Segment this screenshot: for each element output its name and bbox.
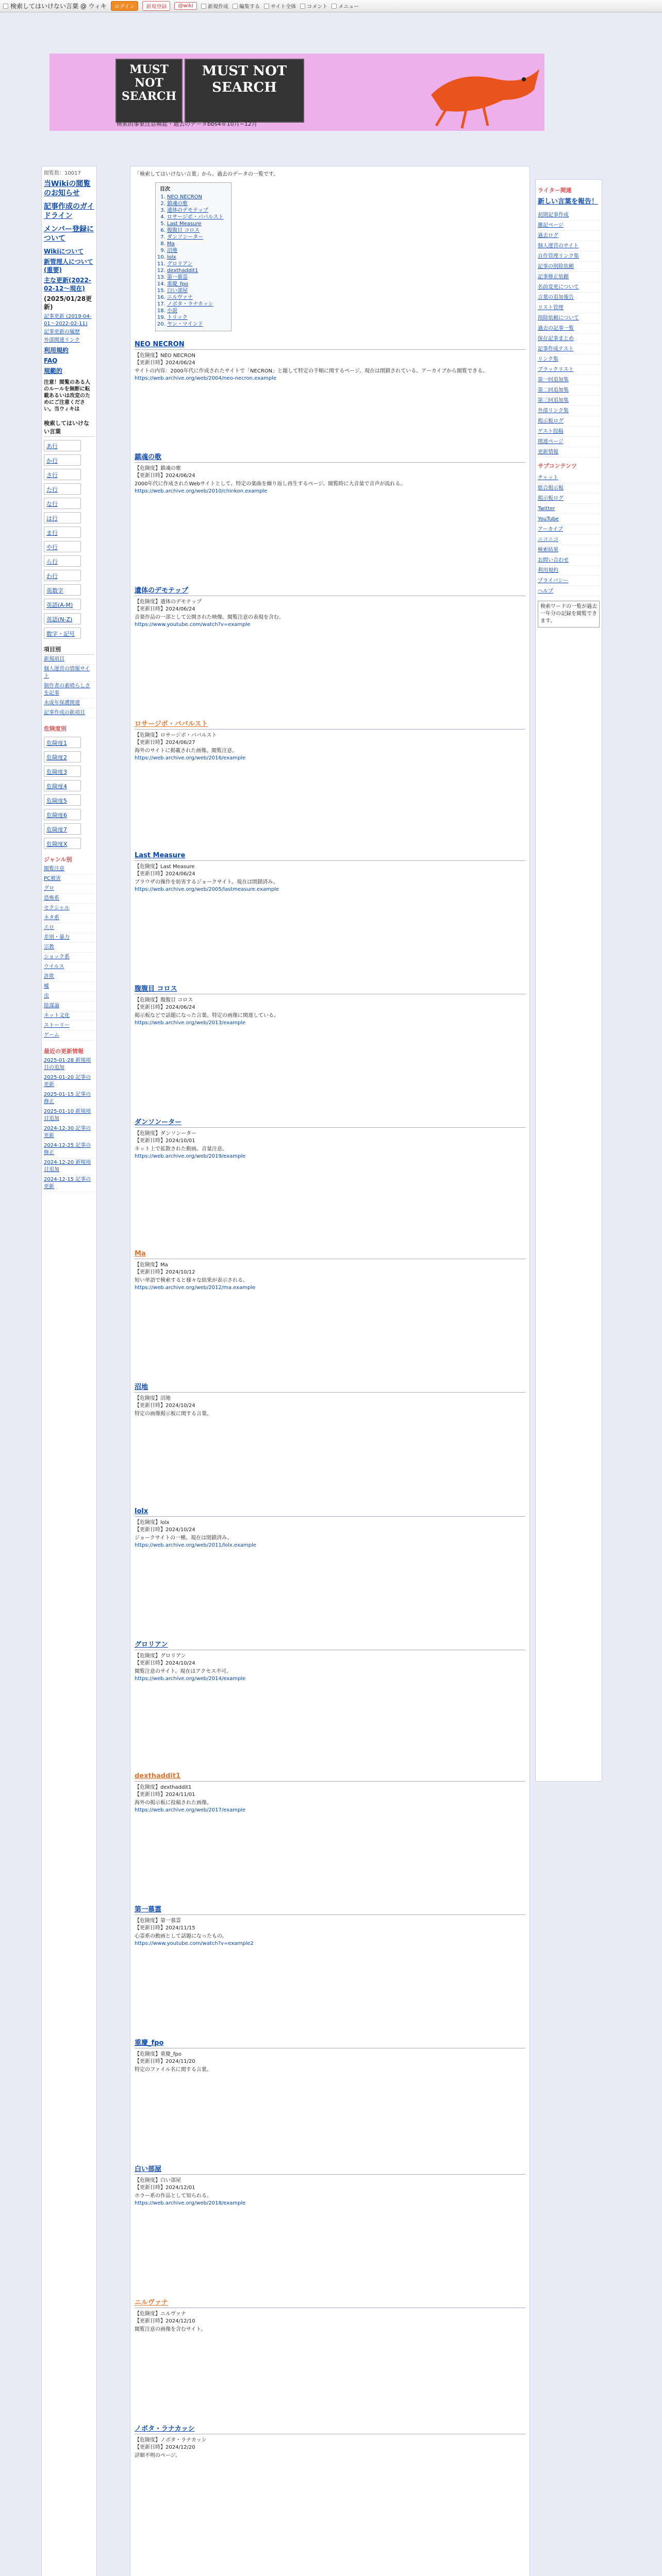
genre-item[interactable]: グロ <box>44 884 94 894</box>
toc-item[interactable]: 5. Last Measure <box>167 221 224 227</box>
danger-level-button[interactable]: 危険度3 <box>44 766 81 777</box>
entry-reference-link[interactable]: https://web.archive.org/web/2011/lolx.example <box>135 1543 257 1548</box>
entry-date: 【更新日時】2024/10/24 <box>135 1660 195 1666</box>
news-item[interactable]: 2025-01-10 新規項目追加 <box>44 1107 94 1124</box>
entry-reference-link[interactable]: https://www.youtube.com/watch?v=example2 <box>135 1941 254 1946</box>
site-item[interactable] <box>264 2 296 10</box>
genre-item[interactable]: ウイルス <box>44 962 94 972</box>
entry-spacer <box>135 2333 525 2416</box>
entry-reference-link[interactable]: https://web.archive.org/web/2019/example <box>135 1154 246 1159</box>
toc-list <box>167 194 224 328</box>
site-label: サイト全体 <box>270 4 296 10</box>
kana-button[interactable]: は行 <box>44 512 81 523</box>
kana-button[interactable]: か行 <box>44 454 81 466</box>
entry-spacer <box>135 1814 525 1896</box>
header <box>0 12 662 162</box>
kana-button[interactable]: わ行 <box>44 570 81 581</box>
entry-reference-link[interactable]: https://web.archive.org/web/2005/lastmeasure.example <box>135 887 279 892</box>
kana-button[interactable]: や行 <box>44 541 81 552</box>
entry-title[interactable]: dexthaddit1 <box>135 1772 525 1782</box>
category-item[interactable]: 個人運営の情報サイト <box>44 665 94 682</box>
writer-item[interactable]: ブラックリスト <box>538 365 600 375</box>
entry-danger: 【危険度】第一慕霊 <box>135 1918 181 1924</box>
news-item[interactable]: 2024-12-15 記事の更新 <box>44 1175 94 1192</box>
entry-title[interactable]: グロリアン <box>135 1639 525 1650</box>
right-sidebar <box>535 179 602 1782</box>
entry-date: 【更新日時】2024/06/24 <box>135 1005 195 1010</box>
danger-heading: 危険度別 <box>44 725 67 732</box>
comment-icon <box>300 4 305 9</box>
entry-danger: 【危険度】ダンソンーター <box>135 1131 197 1137</box>
entry-title[interactable]: 鎮魂の歌 <box>135 451 525 463</box>
toolbar <box>0 0 662 12</box>
words-heading: 検索してはいけない言葉 <box>44 418 94 437</box>
writer-item[interactable]: 雑記ページ <box>538 221 600 231</box>
entry-date: 【更新日時】2024/10/12 <box>135 1269 195 1275</box>
entry-date: 【更新日時】2024/11/15 <box>135 1925 195 1931</box>
category-item[interactable]: 記事作成の新項目 <box>44 708 94 718</box>
view-count: 閲覧数：10017 <box>44 171 81 176</box>
toc-item[interactable]: 8. Ma <box>167 241 224 247</box>
toc-item[interactable]: 6. 腹腹目 コロス <box>167 227 224 234</box>
genre-item[interactable]: セクシャル <box>44 904 94 913</box>
genre-item[interactable]: 閲覧注意 <box>44 865 94 874</box>
genre-item[interactable]: エロ <box>44 923 94 933</box>
new-page-label: 新規作成 <box>207 4 228 10</box>
entry-danger: 【危険度】Ma <box>135 1262 168 1268</box>
sub-item[interactable]: ニコニコ <box>538 535 600 545</box>
genre-item[interactable]: PC被害 <box>44 874 94 884</box>
news-item[interactable]: 2024-12-25 記事の修正 <box>44 1141 94 1158</box>
banner[interactable] <box>49 54 544 131</box>
entry-title[interactable]: 沼地 <box>135 1381 525 1393</box>
entry-danger: 【危険度】ニルヴァナ <box>135 2311 186 2317</box>
news-item[interactable]: 2025-01-15 記事の修正 <box>44 1090 94 1107</box>
writer-item[interactable]: リンク集 <box>538 354 600 365</box>
site-wide-icon <box>264 4 269 9</box>
entry-spacer <box>135 2074 525 2156</box>
writer-item[interactable]: 個人運営のサイト <box>538 241 600 251</box>
old-updates-link[interactable]: 記事更新 (2019-04-01〜2022-02-11) <box>44 314 92 327</box>
writer-item[interactable]: 掲示板ログ <box>538 416 600 427</box>
kana-button[interactable]: 英語(N-Z) <box>44 613 81 624</box>
danger-level-button[interactable]: 危険度X <box>44 838 81 849</box>
writer-item[interactable]: 初期記事作成 <box>538 210 600 221</box>
entry-body: 2000年代に作成されたWebサイトとして、特定の楽曲を繰り返し再生するページ。閲覧時に大音量で音声が流れる。 <box>135 481 406 487</box>
danger-level-button[interactable]: 危険度2 <box>44 751 81 762</box>
writer-item[interactable]: 記事の削除依頼 <box>538 262 600 272</box>
genre-item[interactable]: 詐欺 <box>44 972 94 982</box>
kana-button[interactable]: 英語(A-M) <box>44 599 81 610</box>
entry-spacer <box>135 382 525 444</box>
kana-button[interactable]: あ行 <box>44 440 81 451</box>
site-title[interactable] <box>3 2 107 10</box>
entry-date: 【更新日時】2024/11/20 <box>135 2059 195 2064</box>
entry <box>135 451 525 578</box>
entry-spacer <box>135 1160 525 1243</box>
entry-reference-link[interactable]: https://web.archive.org/web/2012/ma.example <box>135 1285 256 1291</box>
entry-title[interactable]: ダンソンーター <box>135 1116 525 1128</box>
toc-item[interactable]: 18. 小説 <box>167 308 224 314</box>
news-list <box>44 1056 94 1192</box>
entry-danger: 【危険度】腹腹目 コロス <box>135 997 193 1003</box>
news-heading: 最近の更新情報 <box>44 1048 84 1055</box>
entry-reference-link[interactable]: https://web.archive.org/web/2004/neo-necron.example <box>135 376 277 381</box>
writer-item[interactable]: 過去ログ <box>538 231 600 241</box>
entry-reference-link[interactable]: https://www.youtube.com/watch?v=example <box>135 622 251 628</box>
entry-title[interactable]: 遺体のデモテップ <box>135 585 525 596</box>
entry-reference-link[interactable]: https://web.archive.org/web/2010/chinkon.example <box>135 488 268 494</box>
entry-body: 短い単語で検索すると様々な結果が表示される。 <box>135 1278 248 1283</box>
news-item[interactable]: 2025-01-20 記事の更新 <box>44 1073 94 1090</box>
history-link[interactable]: 記事更新の履歴 <box>44 329 80 335</box>
writer-item[interactable]: 言葉の追加報告 <box>538 293 600 303</box>
member-link[interactable]: メンバー登録について <box>44 225 94 243</box>
info-box: 検索ワードの一覧が過去一年分の記録を閲覧できます。 <box>538 601 600 628</box>
breadcrumb: 「検索してはいけない言葉」から、過去のデータの一覧です。 <box>135 172 279 177</box>
entry-body: 海外の掲示板に投稿された画像。 <box>135 1800 212 1806</box>
writer-heading: ライター関連 <box>538 187 572 194</box>
entry-reference-link[interactable]: https://web.archive.org/web/2014/example <box>135 1676 246 1682</box>
writer-item[interactable]: 記事作成テスト <box>538 344 600 354</box>
genre-item[interactable]: 差別・暴力 <box>44 933 94 943</box>
entry <box>135 2297 525 2416</box>
toc-title: 目次 <box>160 187 170 192</box>
site-title-text: 検索してはいけない言葉 @ ウィキ <box>10 3 107 10</box>
guideline-link[interactable]: 記事作成のガイドライン <box>44 202 94 220</box>
entry-spacer <box>135 2460 525 2542</box>
writer-item[interactable]: 第三回追加集 <box>538 396 600 406</box>
entry <box>135 341 525 444</box>
terms-link[interactable]: 利用規約 <box>44 347 69 354</box>
entry-body: サイトの内容：2000年代に作成されたサイトで「NECRON」と題して特定の手順に関するページ。現在は閉鎖されている。アーカイブから閲覧できる。 <box>135 368 488 374</box>
toc-item[interactable]: 11. グロリアン <box>167 261 224 267</box>
comment-label: コメント <box>307 4 328 10</box>
category-list <box>44 655 94 718</box>
category-heading: 項目別 <box>44 644 94 655</box>
entry-title[interactable]: 重慶_fpo <box>135 2037 525 2048</box>
toc-item[interactable]: 14. 重慶_fpo <box>167 281 224 287</box>
entry-spacer <box>135 629 525 711</box>
entry-title[interactable]: 腹腹目 コロス <box>135 983 525 994</box>
entry-body: 掲示板などで話題になった言葉。特定の画像に関連している。 <box>135 1013 279 1019</box>
genre-item[interactable]: ネット文化 <box>44 1011 94 1021</box>
report-link[interactable]: 新しい言葉を報告！ <box>538 198 599 206</box>
sub-item[interactable]: 掲示板ログ <box>538 494 600 504</box>
entry-reference-link[interactable]: https://web.archive.org/web/2016/example <box>135 755 246 761</box>
news-item[interactable]: 2024-12-30 記事の更新 <box>44 1124 94 1141</box>
entry-body: 音楽作品の一部として公開された映像。閲覧注意の表現を含む。 <box>135 615 284 620</box>
main-content <box>130 166 530 2576</box>
entry-date: 【更新日時】2024/06/24 <box>135 360 195 366</box>
entry-danger: 【危険度】沼地 <box>135 1396 171 1401</box>
updates-link[interactable]: 主な更新(2022-02-12〜現在) <box>44 277 91 292</box>
toc-item[interactable]: 12. dexthaddit1 <box>167 267 224 274</box>
banner-sign-right: MUST NOT SEARCH <box>185 59 304 123</box>
kana-button[interactable]: 英数字 <box>44 584 81 596</box>
entry-date: 【更新日時】2024/10/24 <box>135 1403 195 1409</box>
entry-body: 閲覧注意のサイト。現在はアクセス不可。 <box>135 1669 232 1674</box>
writer-item[interactable]: 関連ページ <box>538 437 600 447</box>
about-wiki-link[interactable]: Wikiについて <box>44 248 84 255</box>
writer-list <box>538 210 600 457</box>
entry <box>135 1772 525 1896</box>
sub-item[interactable]: プライバシー <box>538 576 600 586</box>
entry <box>135 718 525 844</box>
entry-danger: 【危険度】白い部屋 <box>135 2178 181 2183</box>
genre-item[interactable]: ストーリー <box>44 1021 94 1031</box>
writer-item[interactable]: 外部リンク集 <box>538 406 600 416</box>
entry-spacer <box>135 1683 525 1765</box>
writer-item[interactable]: ゲスト投稿 <box>538 427 600 437</box>
entry-title[interactable]: ノボタ・ラナカッシ <box>135 2423 525 2434</box>
category-item[interactable]: 制作者の素晴らしさを記事 <box>44 682 94 699</box>
entry-danger: 【危険度】遺体のデモテップ <box>135 599 202 605</box>
genre-item[interactable]: ショック系 <box>44 953 94 962</box>
entry-title[interactable]: lolx <box>135 1507 525 1517</box>
entry-body: 詳細不明のページ。 <box>135 2453 180 2459</box>
menu-icon <box>332 4 337 9</box>
sub-heading: サブコンテンツ <box>538 463 577 469</box>
new-page-icon <box>201 4 206 9</box>
rules-link[interactable]: 規範的 <box>44 367 63 375</box>
entry <box>135 1904 525 2030</box>
entry <box>135 852 525 976</box>
danger-list <box>44 737 94 849</box>
banner-sign-left: MUST NOT SEARCH <box>115 59 183 123</box>
sub-item[interactable]: お問い合わせ <box>538 555 600 566</box>
entry-date: 【更新日時】2024/12/10 <box>135 2318 195 2324</box>
notice-link[interactable]: 当Wikiの閲覧のお知らせ <box>44 180 91 197</box>
entry <box>135 585 525 711</box>
writer-item[interactable]: 名前変更について <box>538 282 600 293</box>
genre-list <box>44 865 94 1041</box>
toc-item[interactable]: 7. ダンソンーター <box>167 234 224 241</box>
comment-item[interactable] <box>300 2 327 10</box>
entry-spacer <box>135 495 525 578</box>
danger-level-button[interactable]: 危険度7 <box>44 823 81 835</box>
toc-item[interactable]: 2. 鎮魂の歌 <box>167 200 224 207</box>
edit-label: 編集する <box>239 4 260 10</box>
entry-spacer <box>135 1292 525 1374</box>
edit-item[interactable] <box>233 2 260 10</box>
kana-button[interactable]: な行 <box>44 498 81 509</box>
toc-item[interactable]: 3. 遺体のデモテップ <box>167 207 224 214</box>
writer-item[interactable]: 保存記事まとめ <box>538 334 600 344</box>
entry-body: 海外のサイトに掲載された画像。閲覧注意。 <box>135 748 238 754</box>
kana-button[interactable]: た行 <box>44 483 81 495</box>
writer-item[interactable]: 更新情報 <box>538 447 600 457</box>
writer-item[interactable]: 自作管理リンク集 <box>538 251 600 262</box>
external-link[interactable]: 外部関連リンク <box>44 337 80 343</box>
entry-spacer <box>135 893 525 976</box>
genre-item[interactable]: 宗教 <box>44 943 94 953</box>
entry-spacer <box>135 2207 525 2290</box>
signup-button[interactable]: 新規登録 <box>142 1 170 11</box>
entry-title[interactable]: NEO NECRON <box>135 341 525 350</box>
writer-item[interactable]: 削除依頼について <box>538 313 600 324</box>
entry-spacer <box>135 1549 525 1632</box>
toc-item[interactable]: 4. ロサージボ・ババルスト <box>167 214 224 221</box>
writer-item[interactable]: 過去の記事一覧 <box>538 324 600 334</box>
entry <box>135 2423 525 2542</box>
site-icon <box>3 4 8 9</box>
toc-item[interactable]: 15. 白い部屋 <box>167 287 224 294</box>
table-of-contents <box>155 182 231 331</box>
sub-item[interactable]: アーカイブ <box>538 524 600 535</box>
toc-item[interactable]: 16. ニルヴァナ <box>167 294 224 301</box>
entry-danger: 【危険度】lolx <box>135 1520 170 1526</box>
new-admin-link[interactable]: 新管理人について(重要) <box>44 258 93 274</box>
danger-level-button[interactable]: 危険度5 <box>44 794 81 806</box>
bird-illustration-icon <box>421 54 544 131</box>
entry-title[interactable]: Last Measure <box>135 852 525 861</box>
sub-item[interactable]: 利用規約 <box>538 566 600 576</box>
toc-item[interactable]: 1. NEO NECRON <box>167 194 224 200</box>
entry <box>135 1507 525 1632</box>
genre-heading: ジャンル別 <box>44 856 72 863</box>
entry-date: 【更新日時】2024/10/24 <box>135 1527 195 1533</box>
toc-item[interactable]: 10. lolx <box>167 254 224 261</box>
entry-title[interactable]: 第一慕霊 <box>135 1904 525 1915</box>
entry-title[interactable]: 白い部屋 <box>135 2163 525 2175</box>
entry <box>135 2163 525 2290</box>
danger-level-button[interactable]: 危険度1 <box>44 737 81 748</box>
kana-button[interactable]: さ行 <box>44 469 81 480</box>
left-sidebar <box>41 166 97 2576</box>
entry-title[interactable]: Ma <box>135 1250 525 1259</box>
kana-button[interactable]: ま行 <box>44 527 81 538</box>
entry-body: ジョークサイトの一種。現在は閉鎖済み。 <box>135 1535 233 1541</box>
entry <box>135 1639 525 1765</box>
sub-item[interactable]: YouTube <box>538 514 600 524</box>
entry-body: ブラウザの操作を妨害するジョークサイト。現在は閉鎖済み。 <box>135 879 278 885</box>
entry-date: 【更新日時】2024/12/20 <box>135 2445 195 2450</box>
writer-item[interactable]: 記事修正依頼 <box>538 272 600 282</box>
writer-item[interactable]: 第一回追加集 <box>538 375 600 385</box>
entry-body: 特定の画像掲示板に関する言葉。 <box>135 1411 212 1417</box>
menu-item[interactable] <box>332 2 359 10</box>
entry-body: 心霊系の動画として話題になったもの。 <box>135 1934 227 1939</box>
writer-item[interactable]: 第二回追加集 <box>538 385 600 396</box>
entry-danger: 【危険度】dexthaddit1 <box>135 1785 192 1790</box>
toc-item[interactable]: 13. 第一慕霊 <box>167 274 224 281</box>
caution-note: 注意！閲覧のある人のルールを無断に転載あるいは改変のためにご注意ください。当ウィキは <box>44 380 90 412</box>
wiki-button[interactable]: @wiki <box>174 2 197 10</box>
entry-reference-link[interactable]: https://web.archive.org/web/2013/example <box>135 1020 246 1026</box>
news-item[interactable]: 2025-01-28 新規項目の追加 <box>44 1056 94 1073</box>
entry-body: 閲覧注意の画像を含むサイト。 <box>135 2327 206 2332</box>
banner-subtitle: 検索的事象注意喚起・過去のデータbbs4年10月~12月 <box>117 121 257 127</box>
update-date: (2025/01/28更新) <box>44 295 92 311</box>
new-page-item[interactable] <box>201 2 228 10</box>
entry-date: 【更新日時】2024/06/24 <box>135 473 195 479</box>
entry-spacer <box>135 1027 525 1109</box>
entry-danger: 【危険度】ノボタ・ラナカッシ <box>135 2437 207 2443</box>
genre-item[interactable]: ゲーム <box>44 1031 94 1041</box>
danger-level-button[interactable]: 危険度4 <box>44 780 81 791</box>
kana-button[interactable]: ら行 <box>44 555 81 567</box>
sub-item[interactable]: ヘルプ <box>538 586 600 597</box>
entry <box>135 983 525 1109</box>
genre-item[interactable]: 虫 <box>44 992 94 1002</box>
toc-item[interactable]: 20. ヤン・マインド <box>167 321 224 328</box>
entry-body: ネット上で拡散された動画。音量注意。 <box>135 1146 227 1152</box>
entry-reference-link[interactable]: https://web.archive.org/web/2017/example <box>135 1807 246 1813</box>
genre-item[interactable]: 嘘 <box>44 982 94 992</box>
sub-list <box>538 473 600 597</box>
entry-danger: 【危険度】鎮魂の歌 <box>135 466 181 471</box>
entry-danger: 【危険度】NEO NECRON <box>135 353 195 359</box>
entry <box>135 1381 525 1500</box>
entry-date: 【更新日時】2024/06/24 <box>135 606 195 612</box>
toc-item[interactable]: 9. 沼地 <box>167 247 224 254</box>
genre-item[interactable]: ネタ系 <box>44 913 94 923</box>
entry <box>135 2037 525 2156</box>
entry-body: ホラー系の作品として知られる。 <box>135 2193 212 2199</box>
category-item[interactable]: 新規項目 <box>44 655 94 665</box>
entry-danger: 【危険度】ロサージボ・ババルスト <box>135 733 217 738</box>
entry-date: 【更新日時】2024/11/01 <box>135 1792 195 1798</box>
entry-title[interactable]: ニルヴァナ <box>135 2297 525 2308</box>
entry-date: 【更新日時】2024/06/27 <box>135 740 195 745</box>
genre-item[interactable]: 恐怖系 <box>44 894 94 904</box>
sub-item[interactable]: Twitter <box>538 504 600 514</box>
entry-danger: 【危険度】Last Measure <box>135 864 195 870</box>
menu-label: メニュー <box>338 4 359 10</box>
toc-item[interactable]: 17. ノボタ・ラナカッシ <box>167 301 224 308</box>
entry-date: 【更新日時】2024/06/24 <box>135 871 195 877</box>
writer-item[interactable]: リスト管理 <box>538 303 600 313</box>
entry-spacer <box>135 1947 525 2030</box>
entry-spacer <box>135 762 525 844</box>
kana-list <box>44 440 94 639</box>
entry-spacer <box>135 1418 525 1500</box>
sub-item[interactable]: 総合掲示板 <box>538 483 600 494</box>
entry-title[interactable]: ロサージボ・ババルスト <box>135 718 525 730</box>
edit-icon <box>233 4 238 9</box>
entry-date: 【更新日時】2024/12/01 <box>135 2185 195 2191</box>
category-item[interactable]: 未成年保護関連 <box>44 699 94 708</box>
entry-danger: 【危険度】重慶_fpo <box>135 2052 181 2057</box>
login-button[interactable]: ログイン <box>111 1 139 11</box>
sub-item[interactable]: 検索結果 <box>538 545 600 555</box>
entry-body: 特定のファイル名に関する言葉。 <box>135 2067 212 2073</box>
entry-danger: 【危険度】グロリアン <box>135 1653 186 1659</box>
sub-item[interactable]: チャット <box>538 473 600 483</box>
entry <box>135 1250 525 1374</box>
faq-link[interactable]: FAQ <box>44 357 58 364</box>
danger-level-button[interactable]: 危険度6 <box>44 809 81 820</box>
news-item[interactable]: 2024-12-20 新規項目追加 <box>44 1158 94 1175</box>
entries <box>135 341 525 2542</box>
entry-reference-link[interactable]: https://web.archive.org/web/2018/example <box>135 2200 246 2206</box>
genre-item[interactable]: 陰謀論 <box>44 1002 94 1011</box>
toc-item[interactable]: 19. トリック <box>167 314 224 321</box>
kana-button[interactable]: 数字・記号 <box>44 628 81 639</box>
entry-date: 【更新日時】2024/10/01 <box>135 1138 195 1144</box>
entry <box>135 1116 525 1243</box>
